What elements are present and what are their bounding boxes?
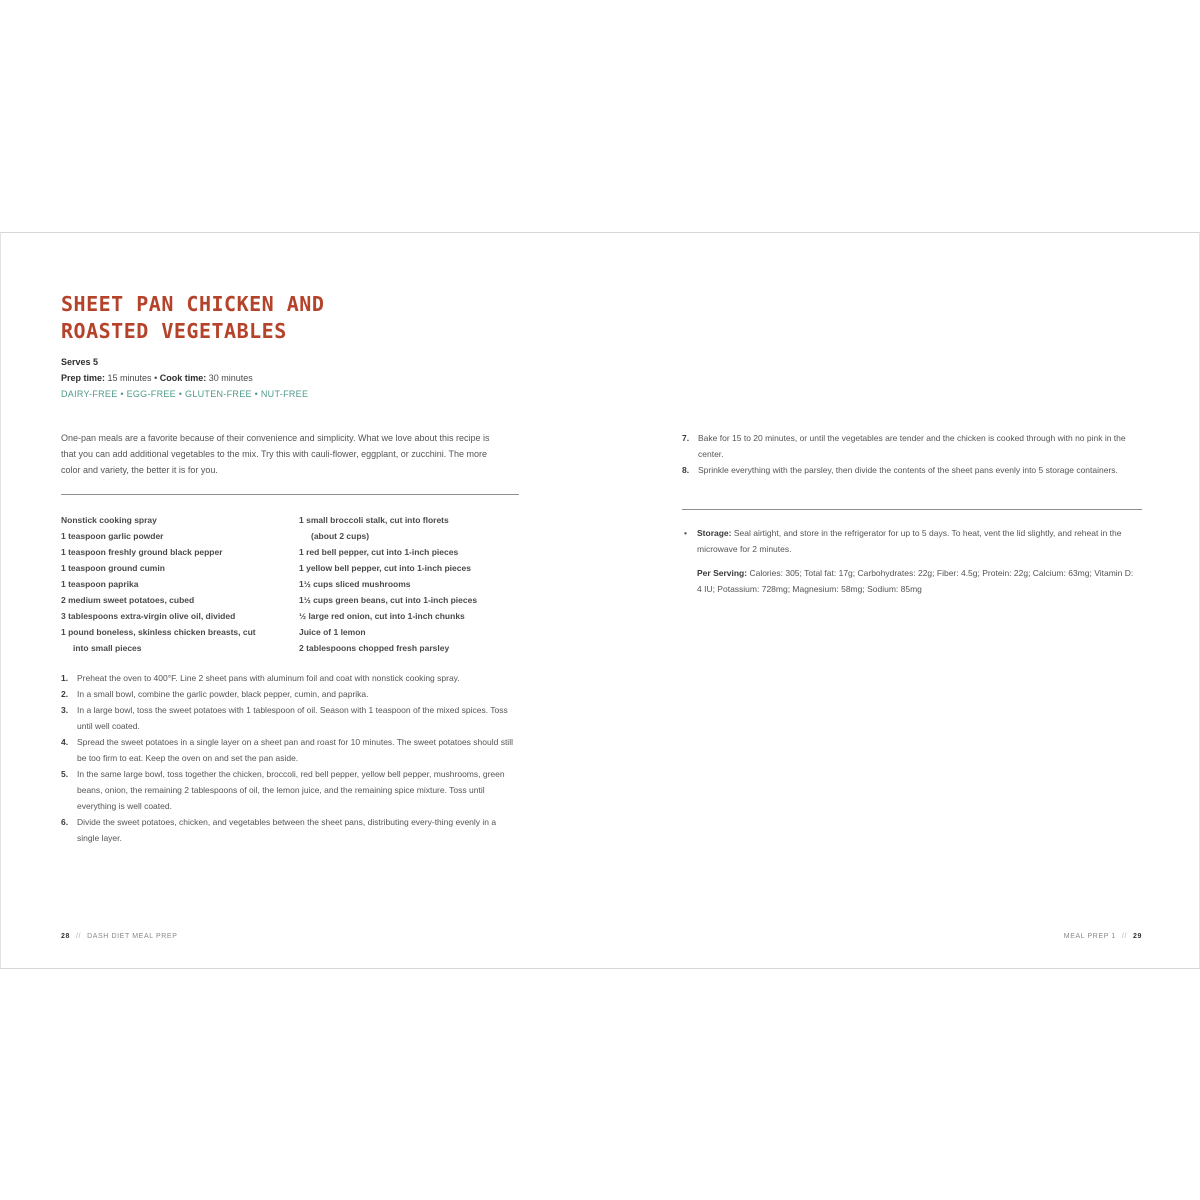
storage-label: Storage: bbox=[697, 528, 732, 538]
ingredient-item bbox=[61, 528, 286, 544]
step-text: Spread the sweet potatoes in a single layer on a sheet pan and roast for 10 minutes. The sweet potatoes should still be too firm to eat. Keep the oven on and set the pan aside. bbox=[77, 737, 513, 763]
steps-left-column bbox=[61, 670, 513, 846]
ingredient-item bbox=[61, 544, 286, 560]
ingredient-item bbox=[61, 608, 286, 624]
recipe-title bbox=[61, 291, 381, 345]
storage-note bbox=[684, 525, 1139, 557]
ingredient-text: 2 medium sweet potatoes, cubed bbox=[61, 595, 195, 605]
step-item bbox=[61, 686, 513, 702]
ingredient-text: 3 tablespoons extra-virgin olive oil, divided bbox=[61, 611, 236, 621]
notes-top-rule bbox=[682, 509, 1142, 510]
ingredient-item bbox=[61, 512, 286, 528]
storage-text: Seal airtight, and store in the refrigerator for up to 5 days. To heat, vent the lid slightly, and reheat in the microwave for 2 minutes. bbox=[697, 528, 1122, 554]
cook-time-value: 30 minutes bbox=[208, 373, 253, 383]
recipe-title-line-1: SHEET PAN CHICKEN AND bbox=[61, 292, 325, 316]
step-item bbox=[682, 462, 1138, 478]
ingredient-text: 1 teaspoon freshly ground black pepper bbox=[61, 547, 223, 557]
step-text: In a small bowl, combine the garlic powder, black pepper, cumin, and paprika. bbox=[77, 689, 369, 699]
step-text: Sprinkle everything with the parsley, then divide the contents of the sheet pans evenly into 5 storage containers. bbox=[698, 465, 1118, 475]
footer-right bbox=[1064, 933, 1142, 940]
chapter-title: MEAL PREP 1 bbox=[1063, 933, 1116, 940]
recipe-notes bbox=[684, 525, 1139, 597]
step-number: 7. bbox=[682, 433, 690, 443]
ingredient-item bbox=[61, 560, 286, 576]
step-text: Divide the sweet potatoes, chicken, and vegetables between the sheet pans, distributing every-thing evenly in a single layer. bbox=[77, 817, 497, 843]
ingredient-item bbox=[299, 560, 524, 576]
ingredient-text: 1½ cups green beans, cut into 1-inch pieces bbox=[299, 595, 478, 605]
ingredients-right-column bbox=[299, 512, 524, 656]
step-item bbox=[61, 670, 513, 686]
step-number: 8. bbox=[682, 465, 690, 475]
footer-left-separator: // bbox=[76, 933, 82, 940]
step-item bbox=[61, 814, 513, 846]
ingredient-text: 2 tablespoons chopped fresh parsley bbox=[299, 643, 450, 653]
ingredient-item bbox=[299, 544, 524, 560]
ingredient-text: ½ large red onion, cut into 1-inch chunks bbox=[299, 611, 465, 621]
ingredient-item bbox=[299, 608, 524, 624]
steps-right-column bbox=[682, 430, 1138, 478]
nutrition-info bbox=[684, 565, 1139, 597]
storage-bullet: • bbox=[684, 528, 687, 538]
per-serving-text: Calories: 305; Total fat: 17g; Carbohydrates: 22g; Fiber: 4.5g; Protein: 22g; Calcium: 63mg; Vitamin D: 4 IU; Potassium: 728mg; Magnesium: 58mg; Sodium: 85mg bbox=[697, 568, 1134, 594]
step-number: 3. bbox=[61, 705, 69, 715]
ingredient-text: 1 teaspoon garlic powder bbox=[61, 531, 164, 541]
ingredient-text: 1 teaspoon ground cumin bbox=[61, 563, 165, 573]
ingredients-top-rule bbox=[61, 494, 519, 495]
cook-time-label: Cook time: bbox=[159, 373, 207, 383]
ingredients-left-column bbox=[61, 512, 286, 656]
step-number: 2. bbox=[61, 689, 69, 699]
ingredient-item bbox=[61, 576, 286, 592]
ingredient-item bbox=[299, 576, 524, 592]
ingredient-item bbox=[61, 624, 286, 656]
footer-right-separator: // bbox=[1121, 933, 1127, 940]
step-number: 6. bbox=[61, 817, 69, 827]
ingredient-text: 1½ cups sliced mushrooms bbox=[299, 579, 411, 589]
step-number: 4. bbox=[61, 737, 69, 747]
ingredient-text: Nonstick cooking spray bbox=[61, 515, 157, 525]
ingredient-item bbox=[299, 592, 524, 608]
ingredient-text: 1 small broccoli stalk, cut into florets bbox=[299, 515, 449, 525]
per-serving-label: Per Serving: bbox=[697, 568, 748, 578]
meta-bullet: • bbox=[154, 373, 158, 383]
ingredient-continuation: (about 2 cups) bbox=[311, 531, 370, 541]
serves: Serves 5 bbox=[61, 357, 99, 367]
diet-tags: DAIRY-FREE • EGG-FREE • GLUTEN-FREE • NUT-FREE bbox=[61, 389, 309, 399]
step-text: In the same large bowl, toss together the chicken, broccoli, red bell pepper, yellow bell pepper, mushrooms, green beans, onion, the remaining 2 tablespoons of oil, the lemon juice, and the remaining spice mixture. Toss until everything is well coated. bbox=[77, 769, 505, 811]
ingredient-text: 1 yellow bell pepper, cut into 1-inch pieces bbox=[299, 563, 471, 573]
ingredient-text: Juice of 1 lemon bbox=[299, 627, 366, 637]
step-item bbox=[61, 734, 513, 766]
step-number: 5. bbox=[61, 769, 69, 779]
ingredient-text: 1 red bell pepper, cut into 1-inch pieces bbox=[299, 547, 459, 557]
prep-time-value: 15 minutes bbox=[107, 373, 152, 383]
step-text: Preheat the oven to 400°F. Line 2 sheet pans with aluminum foil and coat with nonstick cooking spray. bbox=[77, 673, 460, 683]
ingredient-continuation: into small pieces bbox=[73, 643, 142, 653]
book-title: DASH DIET MEAL PREP bbox=[87, 933, 178, 940]
ingredient-item bbox=[299, 624, 524, 640]
ingredient-item bbox=[299, 512, 524, 544]
step-item bbox=[61, 702, 513, 734]
step-item bbox=[682, 430, 1138, 462]
footer-left bbox=[61, 933, 177, 940]
left-page-number: 28 bbox=[61, 933, 70, 940]
recipe-title-line-2: ROASTED VEGETABLES bbox=[61, 319, 287, 343]
recipe-intro: One-pan meals are a favorite because of their convenience and simplicity. What we love about this recipe is that you can add additional vegetables to the mix. Try this with cauli-flower, eggplant, or zucchini. The more color and variety, the better it is for you. bbox=[61, 433, 490, 475]
ingredient-text: 1 teaspoon paprika bbox=[61, 579, 139, 589]
step-text: Bake for 15 to 20 minutes, or until the vegetables are tender and the chicken is cooked through with no pink in the center. bbox=[698, 433, 1126, 459]
prep-time-label: Prep time: bbox=[61, 373, 106, 383]
step-text: In a large bowl, toss the sweet potatoes with 1 tablespoon of oil. Season with 1 teaspoon of the mixed spices. Toss until well coated. bbox=[77, 705, 508, 731]
book-spread bbox=[0, 232, 1200, 969]
ingredient-item bbox=[299, 640, 524, 656]
recipe-meta bbox=[61, 354, 308, 402]
step-item bbox=[61, 766, 513, 814]
ingredient-text: 1 pound boneless, skinless chicken breasts, cut bbox=[61, 627, 256, 637]
right-page-number: 29 bbox=[1133, 933, 1142, 940]
step-number: 1. bbox=[61, 673, 69, 683]
ingredient-item bbox=[61, 592, 286, 608]
